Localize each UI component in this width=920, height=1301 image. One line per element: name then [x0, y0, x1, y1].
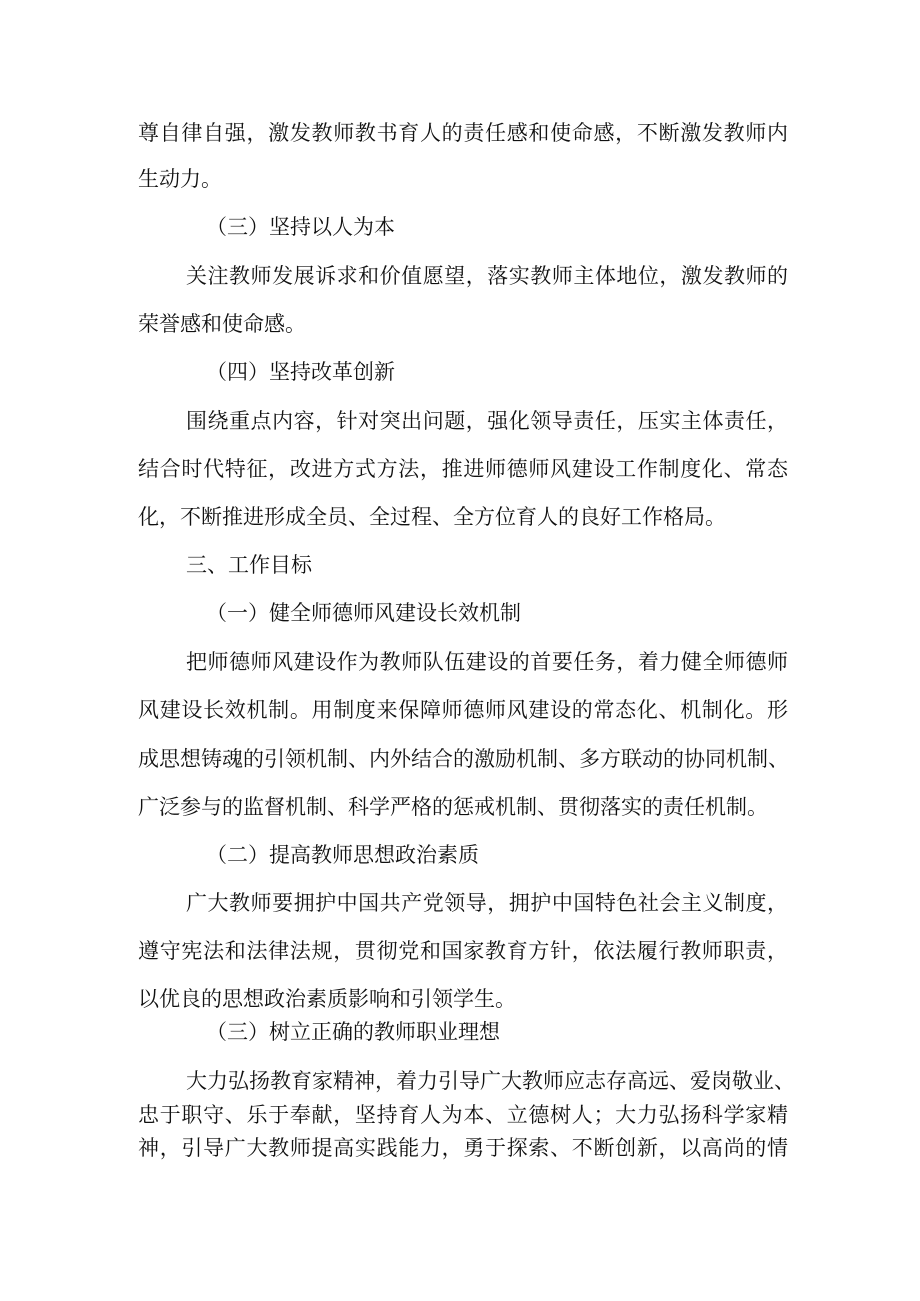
paragraph-line: 尊自律自强，激发教师教书育人的责任感和使命感，不断激发教师内 [138, 121, 788, 145]
subheading-long-term-mechanism: （一）健全师德师风建设长效机制 [206, 601, 521, 625]
subheading-career-ideal: （三）树立正确的教师职业理想 [206, 1020, 500, 1044]
subheading-reform-innovation: （四）坚持改革创新 [206, 360, 395, 384]
section-heading-work-goals: 三、工作目标 [186, 553, 312, 577]
paragraph-line: 关注教师发展诉求和价值愿望，落实教师主体地位，激发教师的 [186, 264, 788, 288]
paragraph-line: 荣誉感和使命感。 [138, 312, 306, 336]
paragraph-line: 围绕重点内容，针对突出问题，强化领导责任，压实主体责任， [186, 409, 788, 433]
paragraph-line: 化，不断推进形成全员、全过程、全方位育人的良好工作格局。 [138, 505, 726, 529]
paragraph-line: 忠于职守、乐于奉献，坚持育人为本、立德树人；大力弘扬科学家精 [138, 1103, 788, 1127]
paragraph-line: 神，引导广大教师提高实践能力，勇于探索、不断创新，以高尚的情 [138, 1136, 788, 1160]
paragraph-line: 把师德师风建设作为教师队伍建设的首要任务，着力健全师德师 [186, 650, 788, 674]
paragraph-line: 结合时代特征，改进方式方法，推进师德师风建设工作制度化、常态 [138, 457, 788, 481]
paragraph-line: 广大教师要拥护中国共产党领导，拥护中国特色社会主义制度， [186, 891, 788, 915]
paragraph-line: 遵守宪法和法律法规，贯彻党和国家教育方针，依法履行教师职责， [138, 939, 788, 963]
subheading-persist-people-oriented: （三）坚持以人为本 [206, 215, 395, 239]
paragraph-line: 风建设长效机制。用制度来保障师德师风建设的常态化、机制化。形 [138, 698, 788, 722]
paragraph-line: 广泛参与的监督机制、科学严格的惩戒机制、贯彻落实的责任机制。 [138, 795, 768, 819]
paragraph-line: 以优良的思想政治素质影响和引领学生。 [138, 987, 516, 1011]
paragraph-line: 大力弘扬教育家精神，着力引导广大教师应志存高远、爱岗敬业、 [186, 1069, 795, 1093]
paragraph-line: 成思想铸魂的引领机制、内外结合的激励机制、多方联动的协同机制、 [138, 747, 789, 771]
subheading-political-quality: （二）提高教师思想政治素质 [206, 843, 479, 867]
paragraph-line: 生动力。 [138, 167, 222, 191]
